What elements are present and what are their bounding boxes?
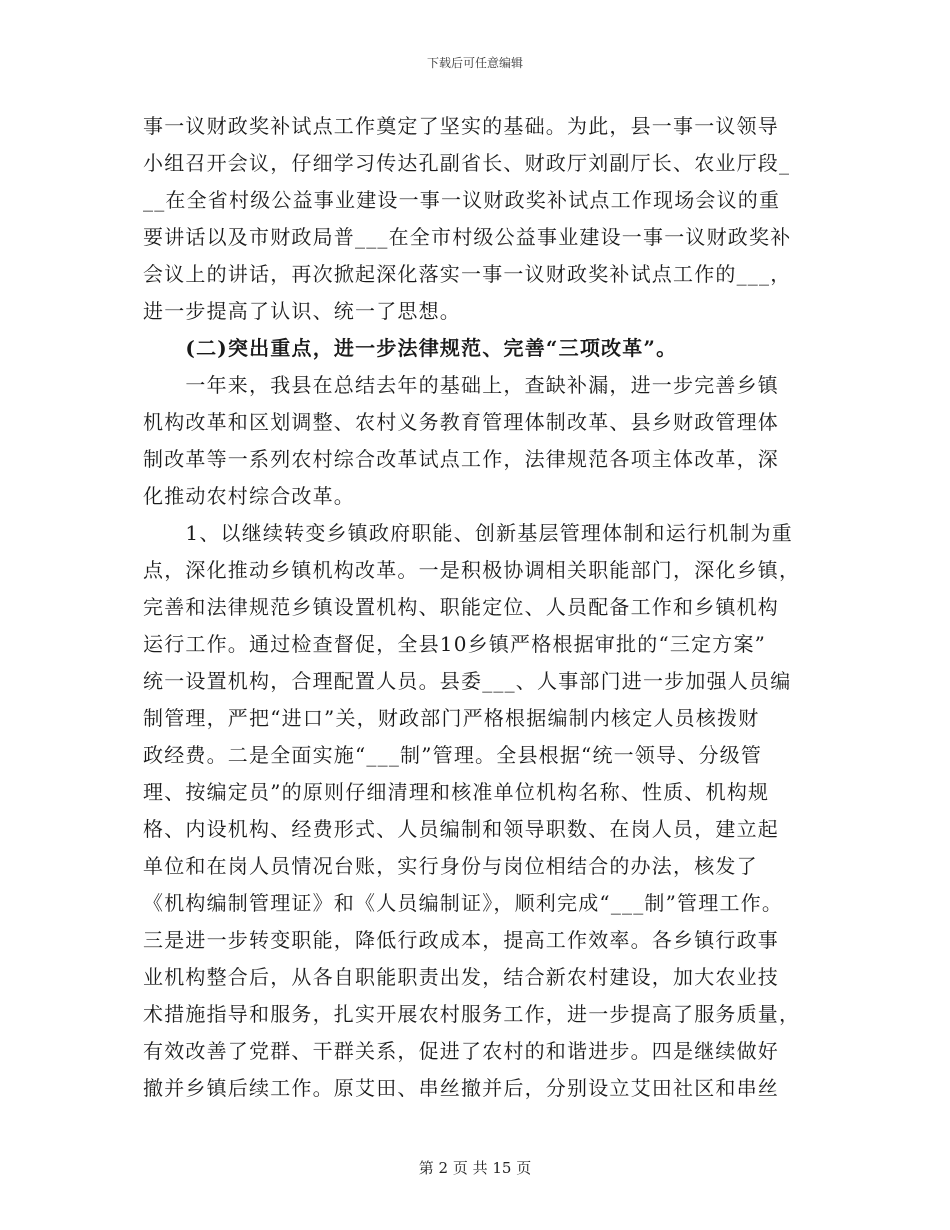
text-line: 运行工作。通过检查督促，全县10乡镇严格根据审批的“三定方案”: [143, 632, 767, 656]
text-line: 机构改革和区划调整、农村义务教育管理体制改革、县乡财政管理体: [143, 410, 779, 434]
text-line: __在全省村级公益事业建设一事一议财政奖补试点工作现场会议的重: [143, 188, 781, 212]
text-line: 小组召开会议，仔细学习传达孔副省长、财政厅刘副厅长、农业厅段_: [143, 151, 791, 175]
text-line: 撤并乡镇后续工作。原艾田、串丝撤并后，分别设立艾田社区和串丝: [143, 1076, 779, 1100]
text-line: 业机构整合后，从各自职能职责出发，结合新农村建设，加大农业技: [143, 965, 779, 989]
text-line: 进一步提高了认识、统一了思想。: [143, 299, 461, 323]
text-line: 完善和法律规范乡镇设置机构、职能定位、人员配备工作和乡镇机构: [143, 595, 779, 619]
page-footer: 第 2 页 共 15 页: [418, 1159, 532, 1177]
page-header: 下载后可任意编辑: [426, 56, 523, 70]
text-line: 三是进一步转变职能，降低行政成本，提高工作效率。各乡镇行政事: [143, 928, 779, 952]
text-line: 单位和在岗人员情况台账，实行身份与岗位相结合的办法，核发了: [143, 854, 758, 878]
text-line: 制改革等一系列农村综合改革试点工作，法律规范各项主体改革，深: [143, 447, 779, 471]
text-line: 要讲话以及市财政局普___在全市村级公益事业建设一事一议财政奖补: [143, 225, 792, 249]
text-line: 制管理，严把“进口”关，财政部门严格根据编制内核定人员核拨财: [143, 706, 760, 730]
text-line: 事一议财政奖补试点工作奠定了坚实的基础。为此，县一事一议领导: [143, 114, 779, 138]
text-line: 点，深化推动乡镇机构改革。一是积极协调相关职能部门，深化乡镇，: [143, 558, 801, 582]
text-line: 理、按编定员”的原则仔细清理和核准单位机构名称、性质、机构规: [143, 780, 770, 804]
document-body: [143, 108, 803, 1107]
section-heading: (二)突出重点，进一步法律规范、完善“三项改革”。: [143, 336, 678, 360]
text-line: 统一设置机构，合理配置人员。县委___、人事部门进一步加强人员编: [143, 669, 792, 693]
text-line: 政经费。二是全面实施“___制”管理。全县根据“统一领导、分级管: [143, 743, 763, 767]
text-line: 会议上的讲话，再次掀起深化落实一事一议财政奖补试点工作的___，: [143, 262, 792, 286]
text-line: 格、内设机构、经费形式、人员编制和领导职数、在岗人员，建立起: [143, 817, 779, 841]
text-line: 《机构编制管理证》和《人员编制证》，顺利完成“___制”管理工作。: [143, 891, 784, 915]
text-line: 1、以继续转变乡镇政府职能、创新基层管理体制和运行机制为重: [143, 521, 793, 545]
text-line: 术措施指导和服务，扎实开展农村服务工作，进一步提高了服务质量，: [143, 1002, 801, 1026]
text-line: 化推动农村综合改革。: [143, 484, 355, 508]
text-line: 一年来，我县在总结去年的基础上，查缺补漏，进一步完善乡镇: [143, 373, 779, 397]
text-line: 有效改善了党群、干群关系，促进了农村的和谐进步。四是继续做好: [143, 1039, 779, 1063]
